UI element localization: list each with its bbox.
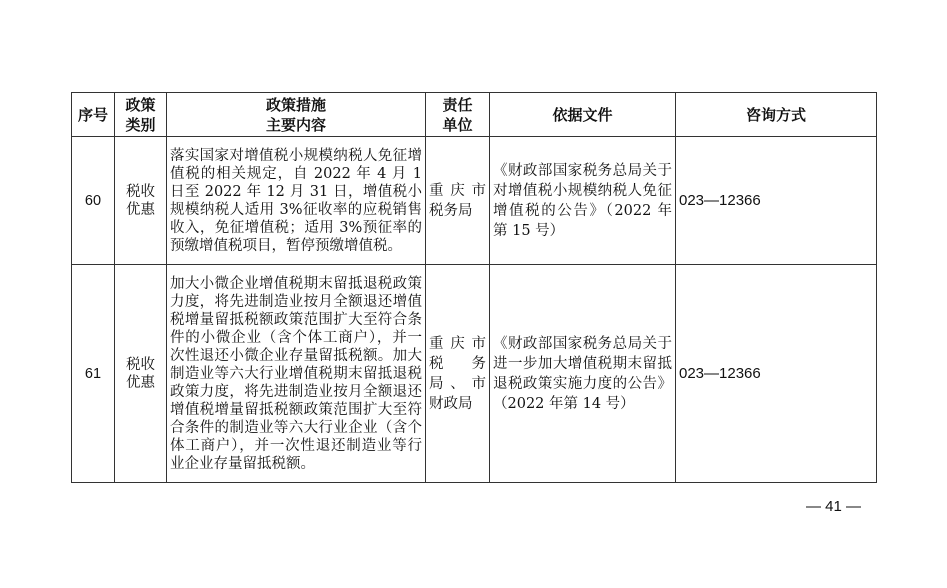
header-contact: 咨询方式: [676, 93, 877, 137]
row-category: 税收 优惠: [115, 137, 167, 265]
header-seq: 序号: [72, 93, 115, 137]
row-seq: 61: [72, 265, 115, 483]
header-row: [72, 93, 877, 137]
row-measure: 落实国家对增值税小规模纳税人免征增值税的相关规定，自 2022 年 4 月 1 日至 2022 年 12 月 31 日，增值税小规模纳税人适用 3%征收率的应税销售收入，免征增值税；适用 3%预征率的预缴增值税项目，暂停预缴增值税。: [167, 137, 426, 265]
table-row: [72, 265, 877, 483]
page-number: — 41 —: [806, 498, 862, 515]
row-measure: 加大小微企业增值税期末留抵退税政策力度，将先进制造业按月全额退还增值税增量留抵税额政策范围扩大至符合条件的小微企业（含个体工商户），并一次性退还小微企业存量留抵税额。加大制造业等六大行业增值税期末留抵退税政策力度，将先进制造业按月全额退还增值税增量留抵税额政策范围扩大至符合条件的制造业等六大行业企业（含个体工商户），并一次性退还制造业等行业企业存量留抵税额。: [167, 265, 426, 483]
header-unit: 责任 单位: [426, 93, 490, 137]
table-row: [72, 137, 877, 265]
row-basis: 《财政部国家税务总局关于对增值税小规模纳税人免征增值税的公告》（2022 年第 15 号）: [490, 137, 676, 265]
policy-table: [71, 92, 877, 483]
row-contact: 023—12366: [676, 137, 877, 265]
header-measure: 政策措施 主要内容: [167, 93, 426, 137]
row-category: 税收 优惠: [115, 265, 167, 483]
header-category: 政策 类别: [115, 93, 167, 137]
row-unit: 重庆市税务局、市财政局: [426, 265, 490, 483]
row-unit: 重庆市税务局: [426, 137, 490, 265]
row-contact: 023—12366: [676, 265, 877, 483]
row-seq: 60: [72, 137, 115, 265]
row-basis: 《财政部国家税务总局关于进一步加大增值税期末留抵退税政策实施力度的公告》（2022 年第 14 号）: [490, 265, 676, 483]
header-basis: 依据文件: [490, 93, 676, 137]
